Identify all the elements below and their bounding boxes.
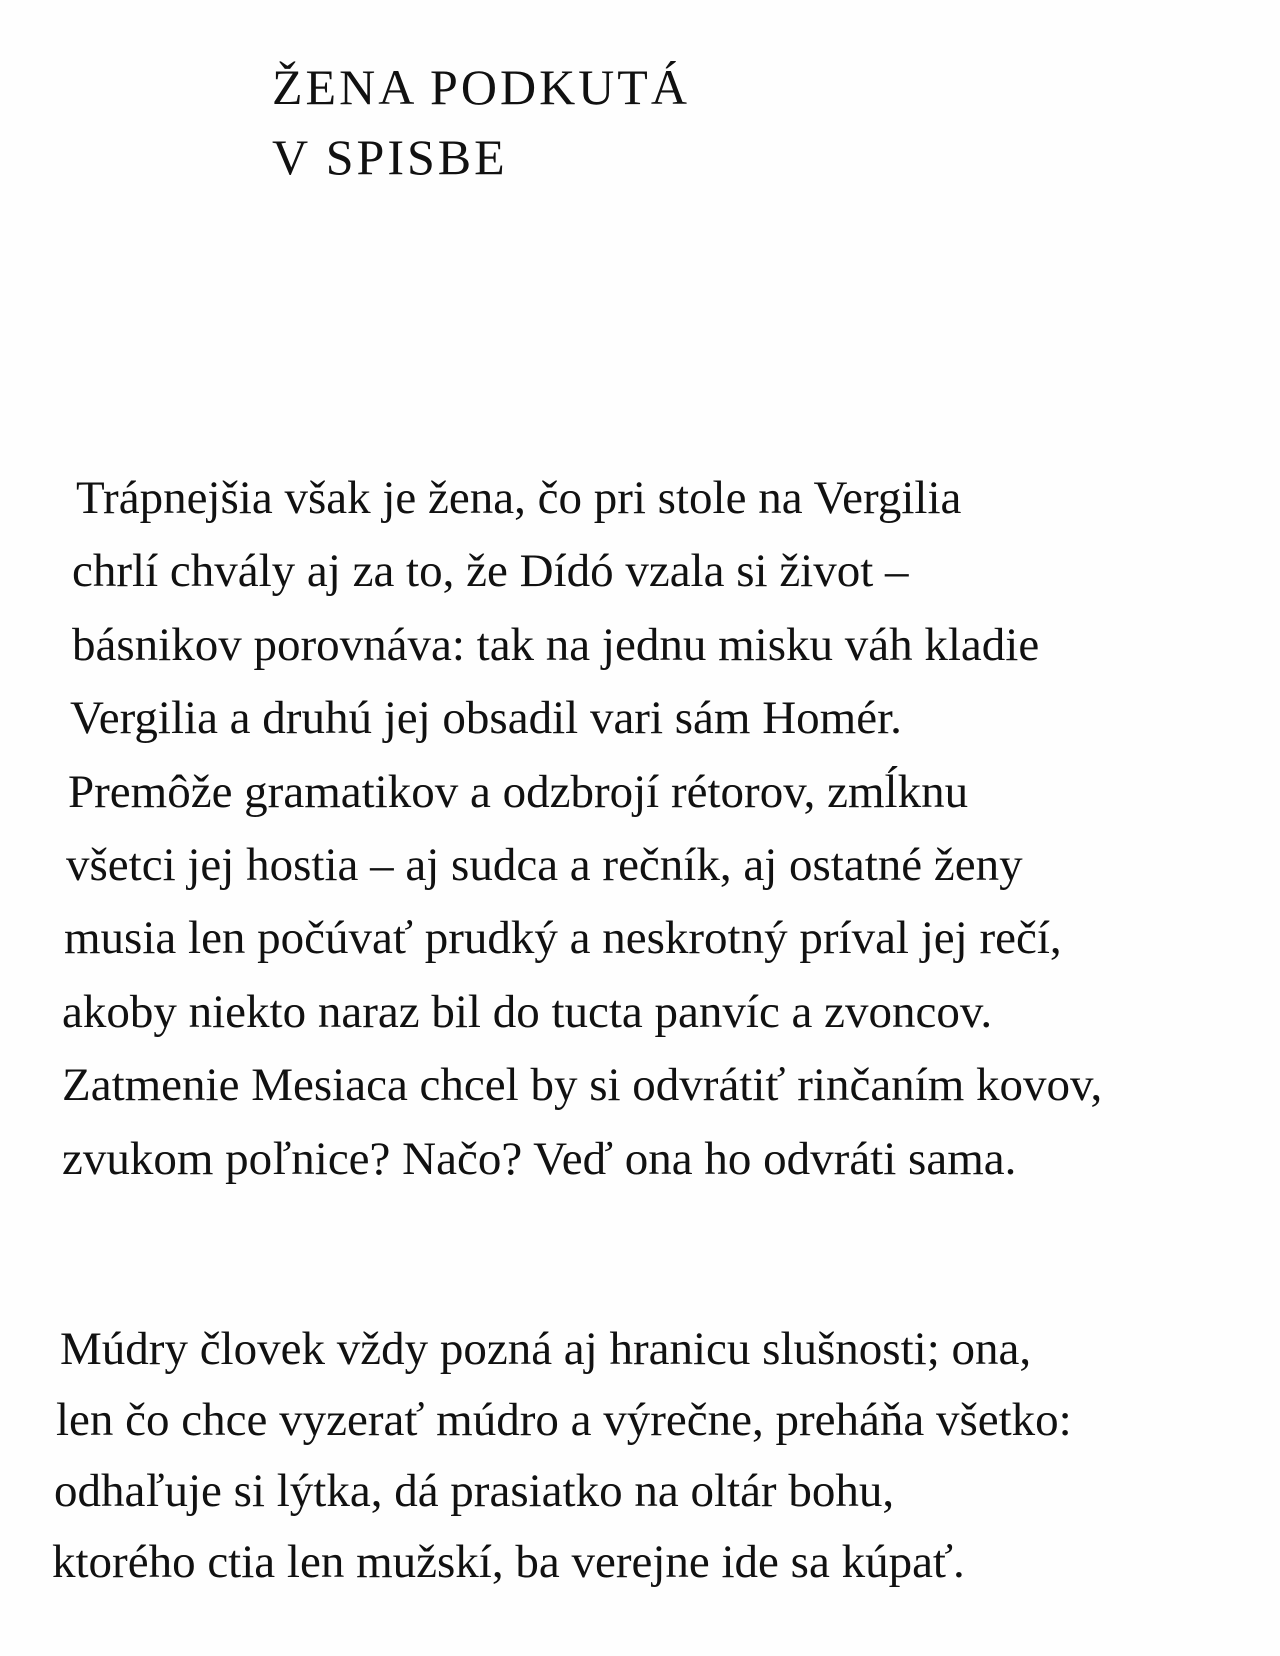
verse-line: Múdry človek vždy pozná aj hranicu slušnosti; ona, bbox=[60, 1323, 1032, 1375]
stanza-2 bbox=[52, 1314, 1072, 1598]
verse-line: akoby niekto naraz bil do tucta panvíc a zvoncov. bbox=[62, 985, 993, 1038]
stanza-1 bbox=[62, 462, 1102, 1196]
verse-line: Premôže gramatikov a odzbrojí rétorov, zmĺknu bbox=[68, 765, 969, 818]
verse-line: len čo chce vyzerať múdro a výrečne, preháňa všetko: bbox=[56, 1394, 1072, 1446]
title-line: V SPISBE bbox=[272, 129, 508, 185]
verse-line: Trápnejšia však je žena, čo pri stole na Vergilia bbox=[76, 472, 962, 524]
poem-title bbox=[272, 52, 690, 192]
verse-line: musia len počúvať prudký a neskrotný príval jej rečí, bbox=[64, 912, 1062, 965]
verse-line: básnikov porovnáva: tak na jednu misku váh kladie bbox=[72, 618, 1040, 671]
verse-line: zvukom poľnice? Načo? Veď ona ho odvráti sama. bbox=[62, 1132, 1017, 1185]
verse-line: ktorého ctia len mužskí, ba verejne ide sa kúpať. bbox=[52, 1536, 965, 1588]
verse-line: Vergilia a druhú jej obsadil vari sám Homér. bbox=[70, 692, 902, 745]
title-line: ŽENA PODKUTÁ bbox=[272, 59, 690, 115]
verse-line: odhaľuje si lýtka, dá prasiatko na oltár bohu, bbox=[54, 1465, 895, 1517]
verse-line: chrlí chvály aj za to, že Dídó vzala si život – bbox=[72, 545, 909, 598]
verse-line: všetci jej hostia – aj sudca a rečník, aj ostatné ženy bbox=[66, 839, 1023, 892]
verse-line: Zatmenie Mesiaca chcel by si odvrátiť rinčaním kovov, bbox=[62, 1059, 1103, 1112]
